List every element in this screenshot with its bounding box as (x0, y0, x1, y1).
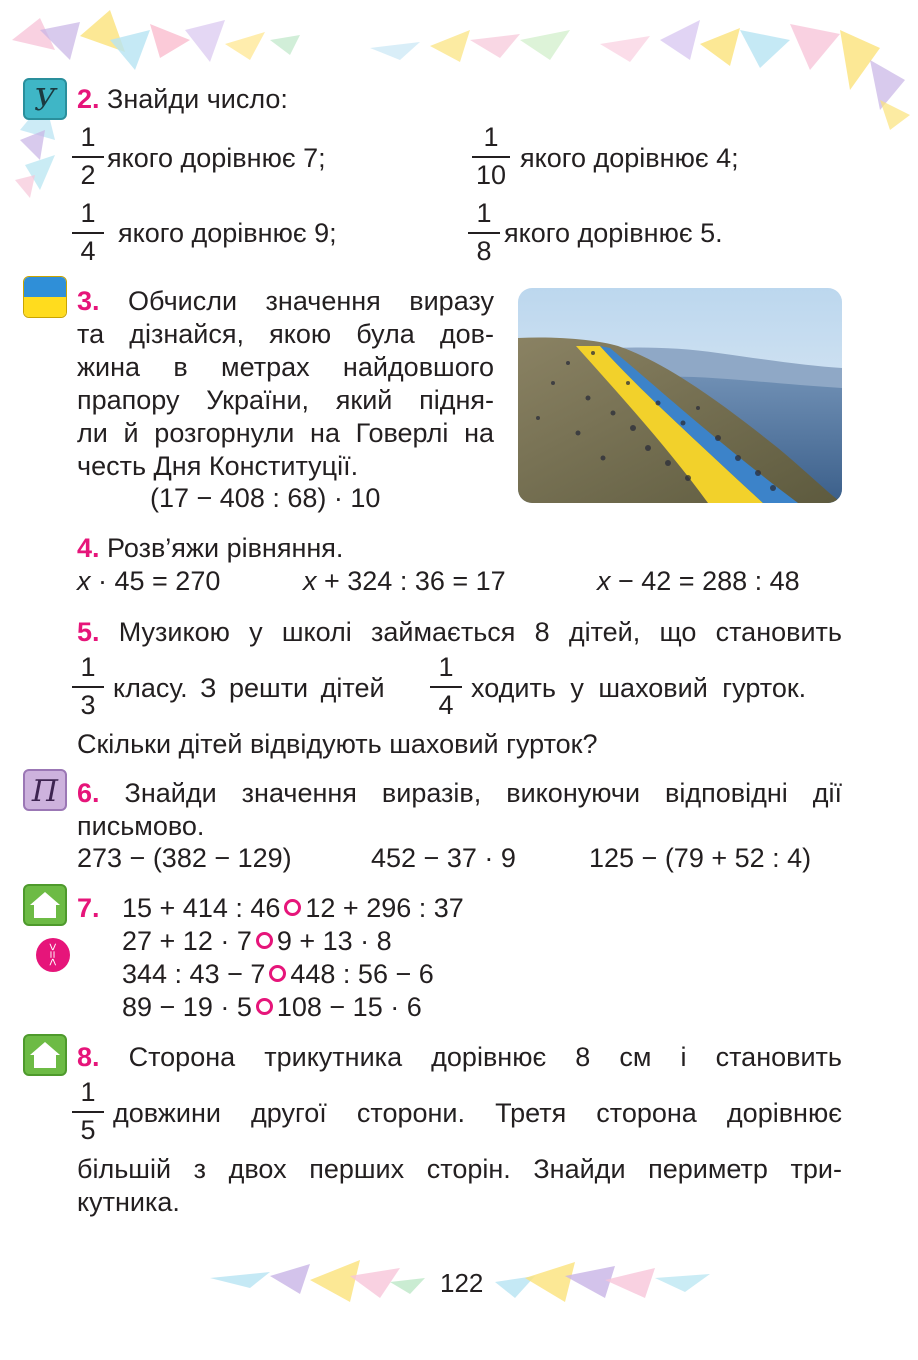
compare-blank[interactable] (284, 899, 301, 916)
task5-line1: 5. Музикою у школі займається 8 дітей, що становить (77, 617, 842, 647)
fraction: 1 10 (472, 124, 510, 189)
expression: 125 − (79 + 52 : 4) (589, 843, 812, 873)
task-number: 3. (77, 286, 100, 316)
badge-letter: У (34, 83, 56, 118)
task8-line4: кутника. (77, 1187, 180, 1217)
task5-line2a: класу. З решти дітей (113, 673, 385, 703)
task-number: 8. (77, 1042, 100, 1072)
fraction: 1 2 (72, 124, 104, 189)
bottom-decorative-border-left (210, 1258, 430, 1308)
task4-heading (77, 533, 343, 564)
fraction: 1 8 (468, 200, 500, 265)
comparison-row: 15 + 414 : 46 12 + 296 : 37 (122, 893, 464, 923)
page-number: 122 (440, 1268, 484, 1298)
fraction: 1 4 (72, 200, 104, 265)
equation: x − 42 = 288 : 48 (597, 566, 800, 596)
task2-item-text: якого дорівнює 5. (504, 218, 723, 248)
task6-text: 6. Знайди значення виразів, виконуючи відповідні дії письмово. (77, 778, 842, 841)
compare-blank[interactable] (269, 965, 286, 982)
top-decorative-border (0, 0, 918, 140)
task2-item-text: якого дорівнює 9; (118, 218, 337, 248)
task3-expression: (17 − 408 : 68) · 10 (150, 483, 381, 513)
task3-text: 3. Обчисли значення виразу та дізнайся, якою була дов- жина в метрах найдовшого прапору України, який підня- ли й розгорнули на Говерлі на честь Дня Конституції. (77, 286, 494, 481)
ukraine-flag-badge (23, 276, 67, 318)
comparison-row: 89 − 19 · 5 108 − 15 · 6 (122, 992, 422, 1022)
task2-item-text: якого дорівнює 4; (520, 143, 739, 173)
task-number: 5. (77, 617, 100, 647)
task-number: 2. (77, 84, 100, 114)
compare-signs-icon: >=< (36, 938, 70, 972)
compare-blank[interactable] (256, 998, 273, 1015)
comparison-row: 344 : 43 − 7 448 : 56 − 6 (122, 959, 434, 989)
task2-heading (77, 84, 288, 115)
fraction: 1 3 (72, 654, 104, 719)
equation: x + 324 : 36 = 17 (303, 566, 506, 596)
task-title: Розв’яжи рівняння. (107, 533, 344, 563)
comparison-row: 27 + 12 · 7 9 + 13 · 8 (122, 926, 392, 956)
written-task-badge (23, 769, 67, 811)
task2-item-text: якого дорівнює 7; (107, 143, 326, 173)
task-number: 4. (77, 533, 100, 563)
bottom-decorative-border-right (495, 1258, 715, 1308)
task-title: Знайди число: (107, 84, 288, 114)
task5-line2b: ходить у шаховий гурток. (471, 673, 807, 703)
equation: x · 45 = 270 (77, 566, 221, 596)
task5-line3: Скільки дітей відвідують шаховий гурток? (77, 729, 598, 759)
task-number: 7. (77, 893, 100, 923)
flag-on-hoverla-photo (518, 288, 842, 503)
task8-line1: 8. Сторона трикутника дорівнює 8 см і становить (77, 1042, 842, 1072)
homework-house-icon (23, 1034, 67, 1076)
oral-task-badge (23, 78, 67, 120)
fraction: 1 5 (72, 1079, 104, 1144)
expression: 452 − 37 · 9 (371, 843, 516, 873)
homework-house-icon (23, 884, 67, 926)
task8-line2: довжини другої сторони. Третя сторона дорівнює (113, 1098, 842, 1128)
expression: 273 − (382 − 129) (77, 843, 292, 873)
task-number: 6. (77, 778, 100, 808)
fraction: 1 4 (430, 654, 462, 719)
compare-blank[interactable] (256, 932, 273, 949)
badge-letter: П (31, 774, 59, 809)
left-decorative-triangles (15, 130, 65, 200)
task8-line3: більшій з двох перших сторін. Знайди периметр три- (77, 1154, 842, 1184)
